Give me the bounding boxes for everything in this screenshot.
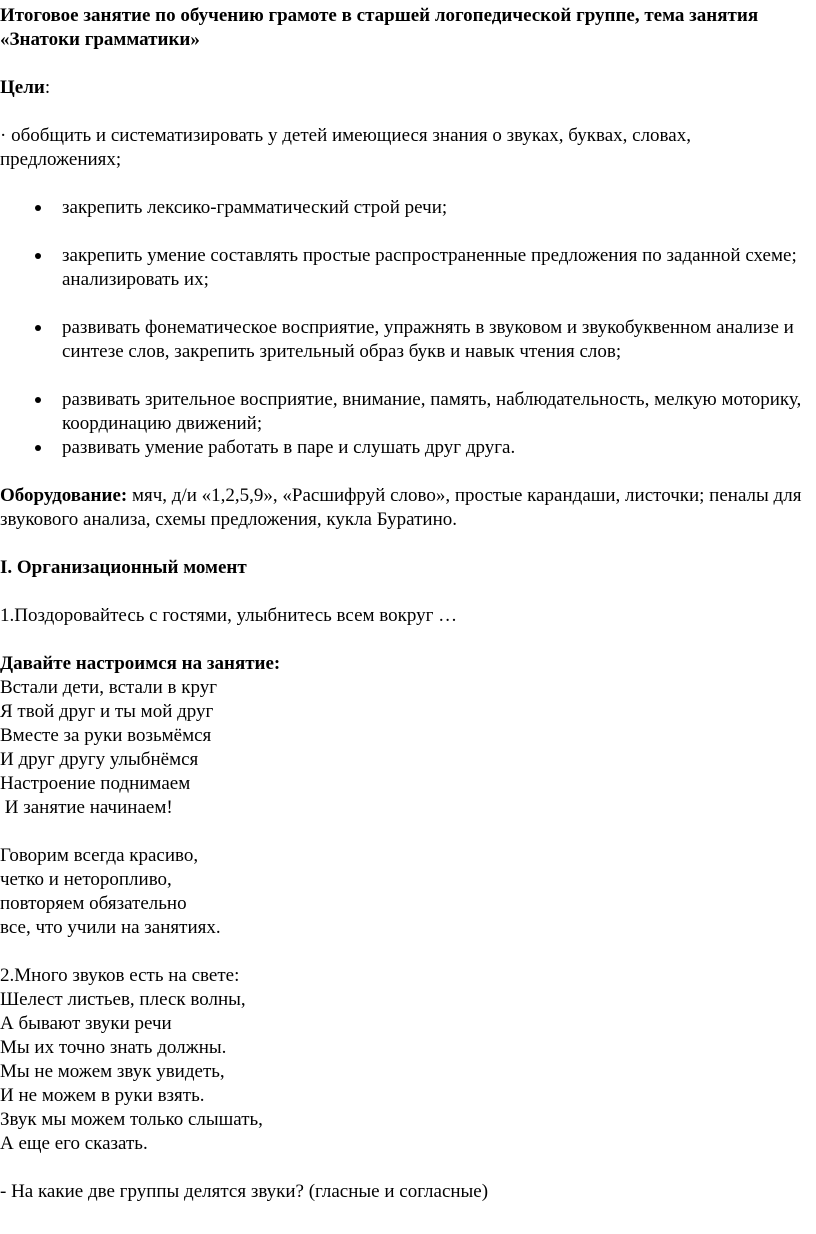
question-line: - На какие две группы делятся звуки? (гласные и согласные) xyxy=(0,1181,489,1202)
goals-heading: Цели xyxy=(0,77,45,98)
document-title: Итоговое занятие по обучению грамоте в старшей логопедической группе, тема занятия «Знатоки грамматики» xyxy=(0,5,759,50)
poem-line: Шелест листьев, плеск волны, xyxy=(0,989,246,1010)
poem-line: все, что учили на занятиях. xyxy=(0,917,221,938)
goal-item xyxy=(62,388,802,436)
poem-line: А бывают звуки речи xyxy=(0,1013,172,1034)
bullet-icon xyxy=(35,205,41,211)
equipment-paragraph xyxy=(0,484,808,532)
poem-line: И друг другу улыбнёмся xyxy=(0,749,199,770)
bullet-icon xyxy=(35,397,41,403)
poem-line: А еще его сказать. xyxy=(0,1133,148,1154)
goal-item xyxy=(62,196,802,220)
poem-line: Я твой друг и ты мой друг xyxy=(0,701,214,722)
goals-heading-line xyxy=(0,76,808,100)
bullet-icon xyxy=(35,325,41,331)
poem-line: Мы их точно знать должны. xyxy=(0,1037,227,1058)
poem-line: И занятие начинаем! xyxy=(0,797,173,818)
poem-line: И не можем в руки взять. xyxy=(0,1085,205,1106)
goal-item-text: развивать зрительное восприятие, внимание, память, наблюдательность, мелкую моторику, координацию движений; xyxy=(62,389,802,434)
poem-block xyxy=(0,676,808,820)
poem-line: 2.Много звуков есть на свете: xyxy=(0,965,240,986)
poem-line: Вместе за руки возьмёмся xyxy=(0,725,212,746)
bullet-icon xyxy=(35,445,41,451)
goal-item-text: закрепить лексико-грамматический строй речи; xyxy=(62,197,448,218)
goal-intro: · обобщить и систематизировать у детей имеющиеся знания о звуках, буквах, словах, предложениях; xyxy=(0,125,691,170)
section-heading: I. Организационный момент xyxy=(0,557,247,578)
goal-item xyxy=(62,316,802,364)
poem-block xyxy=(0,964,808,1156)
poem-line: Звук мы можем только слышать, xyxy=(0,1109,263,1130)
poem-line: четко и неторопливо, xyxy=(0,869,172,890)
goal-item-text: развивать умение работать в паре и слушать друг друга. xyxy=(62,437,516,458)
greeting-line: 1.Поздоровайтесь с гостями, улыбнитесь всем вокруг … xyxy=(0,605,458,626)
poem-line: повторяем обязательно xyxy=(0,893,187,914)
goals-colon: : xyxy=(44,77,51,98)
poem-block xyxy=(0,844,808,940)
equipment-text: мяч, д/и «1,2,5,9», «Расшифруй слово», простые карандаши, листочки; пеналы для звукового анализа, схемы предложения, кукла Буратино. xyxy=(0,485,802,530)
goal-item xyxy=(62,436,802,460)
poem-line: Встали дети, встали в круг xyxy=(0,677,218,698)
goal-item xyxy=(62,244,802,292)
bullet-icon xyxy=(35,253,41,259)
goal-item-text: закрепить умение составлять простые распространенные предложения по заданной схеме; анализировать их; xyxy=(62,245,797,290)
goal-item-text: развивать фонематическое восприятие, упражнять в звуковом и звукобуквенном анализе и синтезе слов, закрепить зрительный образ букв и навык чтения слов; xyxy=(62,317,794,362)
mood-heading: Давайте настроимся на занятие: xyxy=(0,653,281,674)
poem-line: Мы не можем звук увидеть, xyxy=(0,1061,225,1082)
equipment-label: Оборудование: xyxy=(0,485,128,506)
poem-line: Говорим всегда красиво, xyxy=(0,845,199,866)
poem-line: Настроение поднимаем xyxy=(0,773,191,794)
